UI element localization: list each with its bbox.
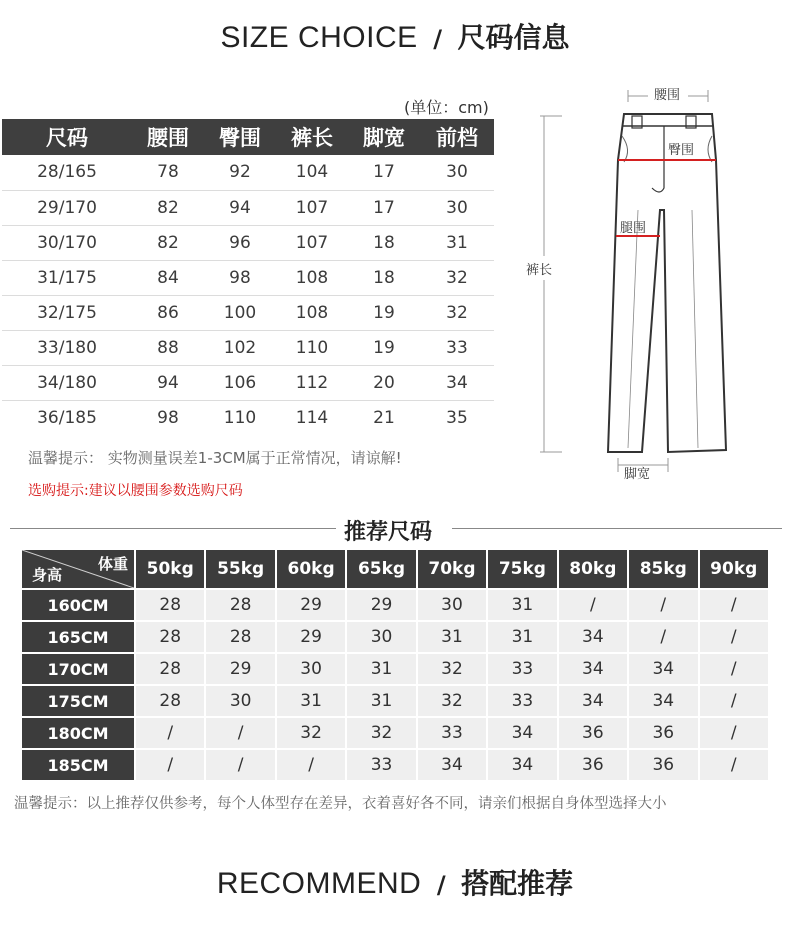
- table-cell: /: [700, 590, 769, 620]
- height-header: 170CM: [22, 654, 134, 684]
- table-cell: 17: [348, 155, 420, 190]
- table-cell: /: [277, 750, 345, 780]
- table-cell: 34: [559, 622, 627, 652]
- table-cell: /: [700, 654, 769, 684]
- weight-header: 60kg: [277, 550, 345, 588]
- weight-header: 65kg: [347, 550, 415, 588]
- table-cell: 31/175: [2, 260, 132, 295]
- table-cell: 28: [136, 686, 204, 716]
- unit-note: (单位：cm): [404, 98, 489, 117]
- table-cell: 34: [418, 750, 486, 780]
- weight-header: 80kg: [559, 550, 627, 588]
- table-cell: 19: [348, 330, 420, 365]
- table-cell: 102: [204, 330, 276, 365]
- table-cell: 110: [276, 330, 348, 365]
- table-cell: 98: [157, 407, 179, 428]
- table-cell: 29: [206, 654, 274, 684]
- table-cell: 88: [132, 330, 204, 365]
- table-cell: 29/170: [2, 190, 132, 225]
- table-cell: 30: [277, 654, 345, 684]
- table-cell: /: [206, 718, 274, 748]
- col-header-length: 裤长: [276, 119, 348, 155]
- col-header-size: 尺码: [2, 119, 132, 155]
- table-row: [2, 295, 494, 330]
- waist-label: 腰围: [654, 88, 681, 103]
- choose-tip: 选购提示:建议以腰围参数选购尺码: [28, 483, 243, 499]
- table-cell: 32: [418, 686, 486, 716]
- table-cell: 114: [295, 407, 329, 428]
- table-row: [2, 155, 494, 190]
- table-cell: 84: [132, 260, 204, 295]
- table-cell: 33: [488, 686, 556, 716]
- divider-left: [10, 528, 336, 529]
- section-title-recommend: [0, 862, 790, 902]
- col-header-rise: 前档: [420, 119, 494, 155]
- page-title: [0, 16, 790, 56]
- weight-header: 90kg: [700, 550, 769, 588]
- corner-height-label: 身高: [32, 566, 63, 584]
- weight-header: 85kg: [629, 550, 697, 588]
- table-cell: 32/175: [2, 295, 132, 330]
- col-header-waist: 腰围: [132, 119, 204, 155]
- table-cell: 29: [277, 590, 345, 620]
- table-cell: 36: [559, 750, 627, 780]
- table-cell: 33: [347, 750, 415, 780]
- footer-title-english: RECOMMEND: [216, 867, 422, 900]
- table-cell: 18: [348, 260, 420, 295]
- table-cell: 94: [132, 365, 204, 400]
- length-label: 裤长: [526, 263, 553, 278]
- table-cell: 112: [276, 365, 348, 400]
- table-cell: /: [206, 750, 274, 780]
- table-cell: 31: [418, 622, 486, 652]
- footer-title-separator: /: [436, 871, 446, 899]
- recommend-tip: 温馨提示：以上推荐仅供参考，每个人体型存在差异，衣着喜好各不同，请亲们根据自身体型选择大小: [14, 796, 667, 812]
- table-cell: 34: [488, 750, 556, 780]
- table-cell: 31: [347, 654, 415, 684]
- table-cell: /: [700, 686, 769, 716]
- table-cell: 30: [347, 622, 415, 652]
- table-row: [2, 260, 494, 295]
- table-cell: 31: [488, 622, 556, 652]
- table-cell: 28/165: [2, 155, 132, 190]
- table-cell: 28: [136, 622, 204, 652]
- height-header: 165CM: [22, 622, 134, 652]
- table-cell: 17: [348, 190, 420, 225]
- table-cell: 36/185: [37, 407, 97, 428]
- table-cell: 107: [276, 225, 348, 260]
- table-cell: 33: [418, 718, 486, 748]
- table-row: [2, 400, 494, 435]
- corner-weight-label: 体重: [97, 555, 128, 573]
- table-cell: 20: [348, 365, 420, 400]
- table-cell: 36: [629, 750, 697, 780]
- recommend-header-row: [22, 550, 768, 588]
- table-row: [22, 654, 768, 684]
- table-cell: 28: [206, 590, 274, 620]
- table-row: [22, 590, 768, 620]
- table-row: [2, 225, 494, 260]
- height-header: 180CM: [22, 718, 134, 748]
- weight-header: 50kg: [136, 550, 204, 588]
- measure-tip: 温馨提示： 实物测量误差1-3CM属于正常情况，请谅解!: [28, 449, 402, 467]
- table-cell: 35: [446, 407, 468, 428]
- table-cell: /: [700, 750, 769, 780]
- height-header: 185CM: [22, 750, 134, 780]
- corner-cell: [22, 550, 134, 588]
- table-cell: 33/180: [2, 330, 132, 365]
- table-cell: 34/180: [2, 365, 132, 400]
- table-cell: 19: [348, 295, 420, 330]
- table-cell: 100: [204, 295, 276, 330]
- table-row: [22, 718, 768, 748]
- table-cell: /: [136, 750, 204, 780]
- table-cell: 28: [136, 654, 204, 684]
- table-cell: 30: [420, 190, 494, 225]
- table-cell: /: [700, 718, 769, 748]
- table-cell: 21: [373, 407, 395, 428]
- table-cell: /: [559, 590, 627, 620]
- table-cell: 31: [347, 686, 415, 716]
- col-header-hem: 脚宽: [348, 119, 420, 155]
- table-cell: 29: [277, 622, 345, 652]
- table-cell: 34: [629, 686, 697, 716]
- table-row: [22, 622, 768, 652]
- table-row: [22, 750, 768, 780]
- table-cell: 34: [629, 654, 697, 684]
- table-cell: 82: [132, 225, 204, 260]
- divider-right: [452, 528, 782, 529]
- table-cell: 82: [132, 190, 204, 225]
- table-row: [2, 330, 494, 365]
- table-cell: 32: [347, 718, 415, 748]
- table-cell: 32: [277, 718, 345, 748]
- title-separator: /: [433, 25, 442, 53]
- hem-label: 脚宽: [624, 467, 651, 482]
- table-cell: 30: [206, 686, 274, 716]
- table-cell: 104: [276, 155, 348, 190]
- table-cell: 98: [204, 260, 276, 295]
- title-chinese: 尺码信息: [457, 21, 570, 54]
- table-cell: 34: [488, 718, 556, 748]
- pants-diagram: [500, 80, 790, 490]
- table-cell: 108: [276, 260, 348, 295]
- table-cell: 31: [277, 686, 345, 716]
- pants-illustration: [500, 80, 790, 490]
- table-cell: 94: [204, 190, 276, 225]
- weight-header: 70kg: [418, 550, 486, 588]
- recommend-table: [20, 548, 770, 782]
- table-cell: 110: [223, 407, 257, 428]
- table-cell: 36: [559, 718, 627, 748]
- table-cell: 29: [347, 590, 415, 620]
- table-cell: 31: [420, 225, 494, 260]
- hip-label: 臀围: [668, 143, 695, 158]
- table-cell: 107: [276, 190, 348, 225]
- table-cell: 108: [276, 295, 348, 330]
- table-cell: 30/170: [2, 225, 132, 260]
- table-cell: 32: [418, 654, 486, 684]
- table-cell: 30: [420, 155, 494, 190]
- table-cell: 34: [559, 654, 627, 684]
- table-cell: 96: [204, 225, 276, 260]
- table-cell: 36: [629, 718, 697, 748]
- table-cell: 28: [206, 622, 274, 652]
- table-cell: 32: [420, 295, 494, 330]
- table-cell: /: [629, 622, 697, 652]
- table-cell: 28: [136, 590, 204, 620]
- recommend-section-title: 推荐尺码: [344, 520, 433, 545]
- table-cell: 106: [204, 365, 276, 400]
- table-row: [22, 686, 768, 716]
- table-cell: /: [136, 718, 204, 748]
- size-table: [2, 119, 494, 435]
- table-cell: 30: [418, 590, 486, 620]
- table-cell: 34: [559, 686, 627, 716]
- table-cell: 31: [488, 590, 556, 620]
- weight-header: 75kg: [488, 550, 556, 588]
- title-english: SIZE CHOICE: [220, 21, 418, 54]
- height-header: 160CM: [22, 590, 134, 620]
- table-cell: 18: [348, 225, 420, 260]
- table-cell: /: [700, 622, 769, 652]
- table-row: [2, 365, 494, 400]
- footer-title-chinese: 搭配推荐: [461, 867, 574, 900]
- table-cell: 78: [132, 155, 204, 190]
- table-cell: 33: [488, 654, 556, 684]
- table-cell: 33: [420, 330, 494, 365]
- size-table-header-row: [2, 119, 494, 155]
- table-cell: 92: [204, 155, 276, 190]
- height-header: 175CM: [22, 686, 134, 716]
- table-row: [2, 190, 494, 225]
- table-cell: /: [629, 590, 697, 620]
- thigh-label: 腿围: [620, 221, 647, 236]
- weight-header: 55kg: [206, 550, 274, 588]
- table-cell: 86: [132, 295, 204, 330]
- table-cell: 34: [420, 365, 494, 400]
- table-cell: 32: [420, 260, 494, 295]
- col-header-hip: 臀围: [204, 119, 276, 155]
